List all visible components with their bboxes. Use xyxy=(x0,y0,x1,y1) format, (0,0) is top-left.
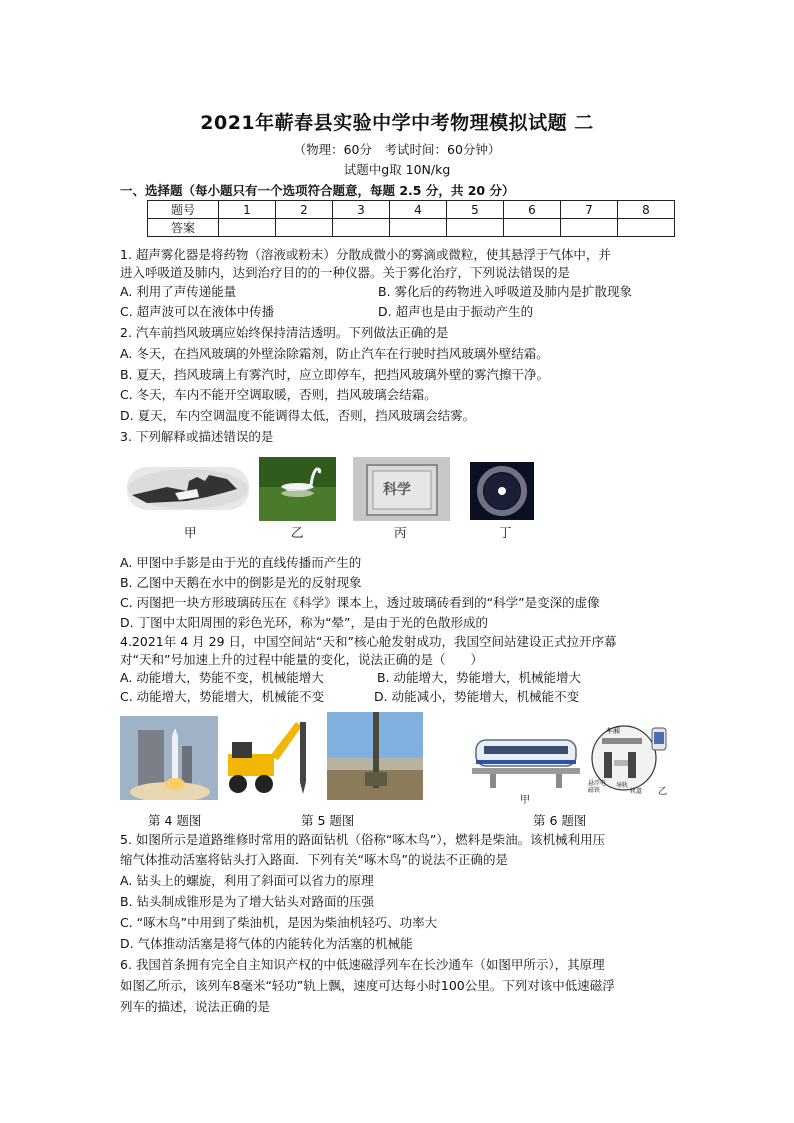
q3-option-d: D. 丁图中太阳周围的彩色光环，称为“晕”，是由于光的色散形成的 xyxy=(120,615,489,630)
glass-block-image xyxy=(353,457,450,521)
question-number: 3 xyxy=(333,201,390,219)
question-number: 5 xyxy=(447,201,504,219)
gravity-note: 试题中g取 10N/kg xyxy=(343,162,451,177)
hand-shadow-image xyxy=(127,467,249,510)
figure-caption-yi: 乙 xyxy=(291,525,304,540)
figure-6-yi-label: 乙 xyxy=(658,787,668,796)
q2-option-b: B. 夏天，挡风玻璃上有雾汽时，应立即停车，把挡风玻璃外壁的雾汽擦干净。 xyxy=(120,367,550,382)
figure-6-jia-label: 甲 xyxy=(520,795,530,806)
row-label-answer: 答案 xyxy=(148,219,219,237)
q5-option-b: B. 钻头制成锥形是为了增大钻头对路面的压强 xyxy=(120,894,375,909)
q2-option-a: A. 冬天，在挡风玻璃的外壁涂除霜剂，防止汽车在行驶时挡风玻璃外壁结霜。 xyxy=(120,346,549,361)
q3-option-a: A. 甲图中手影是由于光的直线传播而产生的 xyxy=(120,555,362,570)
answer-cell[interactable] xyxy=(447,219,504,237)
q5-option-d: D. 气体推动活塞是将气体的内能转化为活塞的机械能 xyxy=(120,936,413,951)
label-guide-rail: 导轨 xyxy=(616,782,629,789)
q4-stem-line1: 4.2021年 4 月 29 日，中国空间站“天和”核心舱发射成功，我国空间站建设正式拉开序幕 xyxy=(120,634,617,649)
q2-option-d: D. 夏天，车内空调温度不能调得太低，否则，挡风玻璃会结雾。 xyxy=(120,408,476,423)
swan-image xyxy=(259,457,336,521)
question-number: 2 xyxy=(276,201,333,219)
label-carriage: 车厢 xyxy=(606,727,620,735)
section-heading: 一、选择题（每小题只有一个选项符合题意，每题 2.5 分，共 20 分） xyxy=(120,183,515,198)
q4-option-d: D. 动能减小，势能增大，机械能不变 xyxy=(374,689,580,704)
answer-cell[interactable] xyxy=(219,219,276,237)
figure-caption-6: 第 6 题图 xyxy=(533,813,587,828)
figure-caption-bing: 丙 xyxy=(394,525,407,540)
question-number: 6 xyxy=(504,201,561,219)
q3-stem: 3. 下列解释或描述错误的是 xyxy=(120,429,274,444)
question-number: 4 xyxy=(390,201,447,219)
exam-info: （物理：60分 考试时间：60分钟） xyxy=(293,142,501,157)
q2-stem: 2. 汽车前挡风玻璃应始终保持清洁透明。下列做法正确的是 xyxy=(120,325,449,340)
maglev-train-image xyxy=(470,730,582,790)
answer-cell[interactable] xyxy=(276,219,333,237)
q4-option-a: A. 动能增大，势能不变，机械能增大 xyxy=(120,670,324,685)
answer-cell[interactable] xyxy=(333,219,390,237)
q3-option-c: C. 丙图把一块方形玻璃砖压在《科学》课本上，透过玻璃砖看到的“科学”是变深的虚像 xyxy=(120,595,600,610)
q6-stem-line3: 列车的描述，说法正确的是 xyxy=(120,999,271,1014)
label-track: 轨道 xyxy=(630,788,643,795)
q1-stem-line2: 进入呼吸道及肺内，达到治疗目的的一种仪器。关于雾化治疗，下列说法错误的是 xyxy=(120,265,571,280)
question-number: 7 xyxy=(561,201,618,219)
q4-option-b: B. 动能增大，势能增大，机械能增大 xyxy=(377,670,582,685)
q3-option-b: B. 乙图中天鹅在水中的倒影是光的反射现象 xyxy=(120,575,362,590)
answer-table xyxy=(147,200,675,237)
book-text: 科学 xyxy=(383,482,411,498)
figure-caption-jia: 甲 xyxy=(184,525,197,540)
answer-cell[interactable] xyxy=(504,219,561,237)
q4-stem-line2: 对“天和”号加速上升的过程中能量的变化，说法正确的是（ ） xyxy=(120,652,483,667)
figure-caption-ding: 丁 xyxy=(499,525,512,540)
table-row xyxy=(148,201,675,219)
maglev-principle-diagram xyxy=(588,722,672,796)
figure-caption-4: 第 4 题图 xyxy=(148,813,202,828)
page-title: 2021年蕲春县实验中学中考物理模拟试题 二 xyxy=(200,112,594,134)
table-row xyxy=(148,219,675,237)
q4-option-c: C. 动能增大，势能增大，机械能不变 xyxy=(120,689,325,704)
road-drill-photo xyxy=(327,712,423,800)
answer-cell[interactable] xyxy=(618,219,675,237)
answer-cell[interactable] xyxy=(390,219,447,237)
answer-cell[interactable] xyxy=(561,219,618,237)
q5-option-c: C. “啄木鸟”中用到了柴油机，是因为柴油机轻巧、功率大 xyxy=(120,915,438,930)
q1-option-d: D. 超声也是由于振动产生的 xyxy=(378,304,534,319)
question-number: 8 xyxy=(618,201,675,219)
halo-image xyxy=(470,462,534,520)
q6-stem-line2: 如图乙所示，该列车8毫米“轻功”轨上飘，速度可达每小时100公里。下列对该中低速磁浮 xyxy=(120,978,615,993)
excavator-drill-image xyxy=(220,712,322,798)
q1-option-c: C. 超声波可以在液体中传播 xyxy=(120,304,275,319)
q5-option-a: A. 钻头上的螺旋，利用了斜面可以省力的原理 xyxy=(120,873,374,888)
q1-option-a: A. 利用了声传递能量 xyxy=(120,284,237,299)
q1-stem-line1: 1. 超声雾化器是将药物（溶液或粉末）分散成微小的雾滴或微粒，使其悬浮于气体中，并 xyxy=(120,247,611,262)
question-number: 1 xyxy=(219,201,276,219)
row-label-number: 题号 xyxy=(148,201,219,219)
q5-stem-line1: 5. 如图所示是道路维修时常用的路面钻机（俗称“啄木鸟”），燃料是柴油。该机械利用压 xyxy=(120,832,606,847)
figure-caption-5: 第 5 题图 xyxy=(301,813,355,828)
q6-stem-line1: 6. 我国首条拥有完全自主知识产权的中低速磁浮列车在长沙通车（如图甲所示），其原理 xyxy=(120,957,605,972)
label-levitation-magnet: 悬浮电磁铁 xyxy=(588,780,607,794)
q5-stem-line2: 缩气体推动活塞将钻头打入路面．下列有关“啄木鸟”的说法不正确的是 xyxy=(120,852,508,867)
rocket-launch-image xyxy=(120,716,218,800)
q1-option-b: B. 雾化后的药物进入呼吸道及肺内是扩散现象 xyxy=(378,284,633,299)
q2-option-c: C. 冬天，车内不能开空调取暖，否则，挡风玻璃会结霜。 xyxy=(120,387,437,402)
